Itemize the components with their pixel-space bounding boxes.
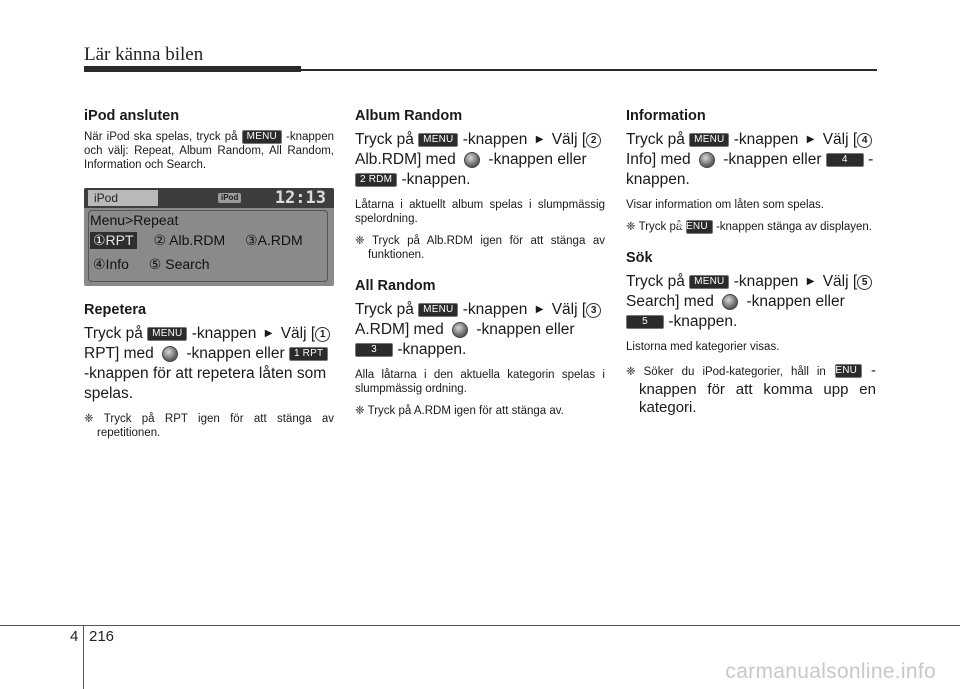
display-row-2 bbox=[90, 256, 223, 273]
search-description: Listorna med kategorier visas. bbox=[626, 341, 780, 354]
search-text-c: Välj [ bbox=[822, 273, 858, 291]
section-title-repeat: Repetera bbox=[84, 302, 147, 319]
repeat-text-c: Välj [ bbox=[280, 325, 316, 343]
tune-knob-icon bbox=[699, 152, 715, 168]
page-number: 216 bbox=[89, 628, 115, 645]
album-text-f: -knappen. bbox=[401, 171, 471, 189]
repeat-text-e: -knappen eller bbox=[186, 345, 285, 363]
circled-number-icon: 4 bbox=[857, 133, 872, 148]
header-rule bbox=[301, 69, 877, 71]
ipod-intro-text-a: När iPod ska spelas, tryck på bbox=[84, 131, 238, 144]
display-item-alb-rdm: ② Alb.RDM bbox=[153, 232, 226, 249]
display-row-1 bbox=[90, 232, 316, 249]
search-text-b: -knappen bbox=[733, 273, 799, 291]
menu-key-badge: MENU bbox=[242, 130, 282, 144]
search-text-a: Tryck på bbox=[626, 273, 685, 291]
menu-key-badge: MENU bbox=[689, 275, 729, 289]
info-instructions bbox=[626, 130, 876, 190]
info-text-b: -knappen bbox=[733, 131, 799, 149]
footer-divider bbox=[83, 625, 84, 689]
all-random-note: ❈ Tryck på A.RDM igen för att stänga av. bbox=[355, 405, 564, 418]
all-text-c: Välj [ bbox=[551, 301, 587, 319]
repeat-text-b: -knappen bbox=[191, 325, 257, 343]
repeat-note: ❈ Tryck på RPT igen för att stänga av repetitionen. bbox=[84, 413, 334, 440]
album-text-c: Välj [ bbox=[551, 131, 587, 149]
all-text-a: Tryck på bbox=[355, 301, 414, 319]
header-bar bbox=[84, 66, 301, 72]
display-ipod-tab: iPod bbox=[88, 190, 158, 206]
display-menu-path: Menu>Repeat bbox=[90, 212, 179, 229]
circled-number-icon: 5 bbox=[857, 275, 872, 290]
album-text-a: Tryck på bbox=[355, 131, 414, 149]
repeat-text-a: Tryck på bbox=[84, 325, 143, 343]
info-text-c: Välj [ bbox=[822, 131, 858, 149]
footer-rule bbox=[0, 625, 960, 626]
info-text-d: Info] med bbox=[626, 151, 691, 169]
album-text-b: -knappen bbox=[462, 131, 528, 149]
display-item-search: ⑤ Search bbox=[148, 256, 210, 273]
all-text-e: -knappen eller bbox=[476, 321, 575, 339]
chapter-number: 4 bbox=[70, 628, 79, 645]
section-title-album-random: Album Random bbox=[355, 108, 463, 124]
watermark-text: carmanualsonline.info bbox=[725, 660, 936, 683]
album-description: Låtarna i aktuellt album spelas i slumpmässig spelordning. bbox=[355, 199, 605, 226]
display-item-a-rdm: ③A.RDM bbox=[245, 232, 303, 249]
column-3 bbox=[626, 108, 876, 417]
search-text-d: Search] med bbox=[626, 293, 714, 311]
menu-key-badge: MENU bbox=[689, 133, 729, 147]
circled-number-icon: 1 bbox=[315, 327, 330, 342]
search-note bbox=[626, 362, 876, 417]
tune-knob-icon bbox=[464, 152, 480, 168]
album-text-e: -knappen eller bbox=[488, 151, 587, 169]
all-text-d: A.RDM] med bbox=[355, 321, 444, 339]
search-note-text-a: ❈ Söker du iPod-kategorier, håll in bbox=[626, 366, 826, 379]
circled-number-icon: 2 bbox=[586, 133, 601, 148]
display-ipod-badge: iPod bbox=[218, 193, 241, 203]
column-1 bbox=[84, 108, 334, 440]
arrow-right-icon: ▶ bbox=[535, 304, 544, 316]
section-title-all-random: All Random bbox=[355, 278, 436, 295]
search-text-f: -knappen. bbox=[668, 313, 738, 331]
tune-knob-icon bbox=[452, 322, 468, 338]
tune-knob-icon bbox=[162, 346, 178, 362]
two-rdm-key-badge: 2 RDM bbox=[355, 173, 397, 187]
four-key-badge: 4 bbox=[826, 153, 864, 167]
circled-number-icon: 3 bbox=[586, 303, 601, 318]
repeat-text-f: -knappen för att repetera låten som spelas. bbox=[84, 365, 327, 403]
section-title-search: Sök bbox=[626, 250, 653, 267]
repeat-text-d: RPT] med bbox=[84, 345, 154, 363]
display-item-info: ④Info bbox=[93, 256, 129, 273]
three-key-badge: 3 bbox=[355, 343, 393, 357]
column-2 bbox=[355, 108, 605, 418]
all-text-f: -knappen. bbox=[397, 341, 467, 359]
section-title-ipod: iPod ansluten bbox=[84, 108, 180, 124]
info-text-e: -knappen eller bbox=[723, 151, 822, 169]
display-item-rpt: ①RPT bbox=[90, 232, 137, 249]
search-instructions bbox=[626, 272, 876, 332]
ipod-intro bbox=[84, 130, 334, 172]
info-text-f: -knappen. bbox=[626, 151, 874, 189]
album-text-d: Alb.RDM] med bbox=[355, 151, 456, 169]
menu-key-badge: MENU bbox=[835, 364, 862, 378]
display-clock: 12:13 bbox=[274, 188, 326, 209]
menu-key-badge: MENU bbox=[418, 133, 458, 147]
repeat-instructions bbox=[84, 324, 334, 404]
menu-key-badge: MENU bbox=[686, 220, 713, 234]
arrow-right-icon: ▶ bbox=[264, 328, 273, 340]
album-instructions bbox=[355, 130, 605, 190]
album-note: ❈ Tryck på Alb.RDM igen för att stänga av funktionen. bbox=[355, 235, 605, 262]
arrow-right-icon: ▶ bbox=[806, 276, 815, 288]
ipod-intro-text-b: -knappen och välj: Repeat, Album Random, All Random, Information och Search. bbox=[84, 131, 334, 172]
five-key-badge: 5 bbox=[626, 315, 664, 329]
info-note-text-b: -knappen stänga av displayen. bbox=[715, 221, 872, 234]
menu-key-badge: MENU bbox=[147, 327, 187, 341]
tune-knob-icon bbox=[722, 294, 738, 310]
info-text-a: Tryck på bbox=[626, 131, 685, 149]
info-note bbox=[626, 220, 876, 234]
all-text-b: -knappen bbox=[462, 301, 528, 319]
ipod-display-illustration bbox=[84, 188, 334, 286]
section-title-information: Information bbox=[626, 108, 706, 124]
all-random-instructions bbox=[355, 300, 605, 360]
one-rpt-key-badge: 1 RPT bbox=[289, 347, 328, 361]
arrow-right-icon: ▶ bbox=[806, 134, 815, 145]
arrow-right-icon: ▶ bbox=[535, 134, 544, 145]
search-note-text-b: -knappen för att komma upp en kategori. bbox=[639, 362, 877, 417]
search-text-e: -knappen eller bbox=[746, 293, 845, 311]
info-description: Visar information om låten som spelas. bbox=[626, 199, 824, 212]
menu-key-badge: MENU bbox=[418, 303, 458, 317]
all-random-description: Alla låtarna i den aktuella kategorin spelas i slumpmässig ordning. bbox=[355, 369, 605, 396]
page-header-title: Lär känna bilen bbox=[84, 44, 204, 65]
info-note-text-a: ❈ Tryck på bbox=[626, 221, 683, 234]
